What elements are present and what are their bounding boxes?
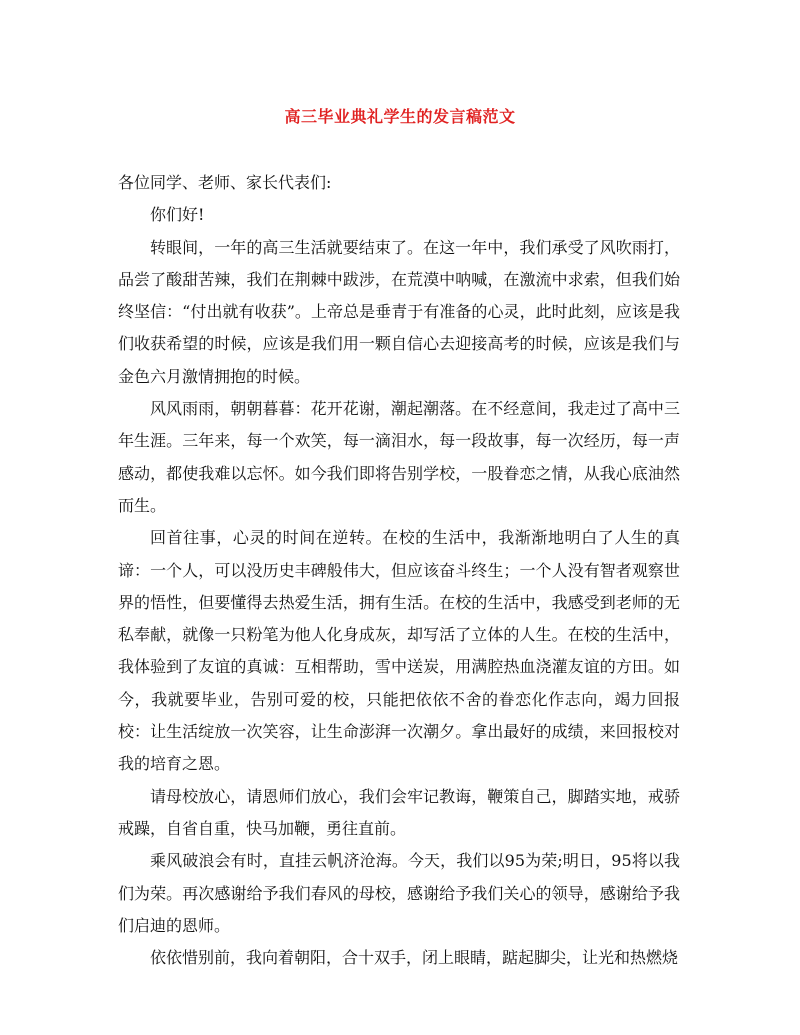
paragraph: 回首往事，心灵的时间在逆转。在校的生活中，我渐渐地明白了人生的真谛：一个人，可以没历史丰碑般伟大，但应该奋斗终生；一个人没有智者观察世界的悟性，但要懂得去热爱生活，拥有生活。在校的生活中，我感受到老师的无私奉献，就像一只粉笔为他人化身成灰，却写活了立体的人生。在校的生活中，我体验到了友谊的真诚：互相帮助，雪中送炭，用满腔热血浇灌友谊的方田。如今，我就要毕业，告别可爱的校，只能把依依不舍的眷恋化作志向，竭力回报校：让生活绽放一次笑容，让生命澎湃一次潮夕。拿出最好的成绩，来回报校对我的培育之恩。 [118,528,680,774]
paragraph: 请母校放心，请恩师们放心，我们会牢记教诲，鞭策自己，脚踏实地，戒骄戒躁，自省自重，快马加鞭，勇往直前。 [118,786,680,838]
document-title: 高三毕业典礼学生的发言稿范文 [284,107,516,126]
paragraph: 转眼间，一年的高三生活就要结束了。在这一年中，我们承受了风吹雨打，品尝了酸甜苦辣，我们在荆棘中跋涉，在荒漠中呐喊，在激流中求索，但我们始终坚信：“付出就有收获”。上帝总是垂青于有准备的心灵，此时此刻，应该是我们收获希望的时候，应该是我们用一颗自信心去迎接高考的时候，应该是我们与金色六月激情拥抱的时候。 [118,237,680,386]
paragraph: 乘风破浪会有时，直挂云帆济沧海。今天，我们以95为荣;明日，95将以我们为荣。再次感谢给予我们春风的母校，感谢给予我们关心的领导，感谢给予我们启迪的恩师。 [118,851,680,935]
paragraph-greeting: 你们好! [150,205,205,225]
salutation: 各位同学、老师、家长代表们: [118,173,332,192]
document-body [118,167,680,974]
paragraph-truncated: 依依惜别前，我向着朝阳，合十双手，闭上眼睛，踮起脚尖，让光和热燃烧 [150,948,679,968]
paragraph: 风风雨雨，朝朝暮暮：花开花谢，潮起潮落。在不经意间，我走过了高中三年生涯。三年来，每一个欢笑，每一滴泪水，每一段故事，每一次经历，每一声感动，都使我难以忘怀。如今我们即将告别学校，一股眷恋之情，从我心底油然而生。 [118,399,680,515]
